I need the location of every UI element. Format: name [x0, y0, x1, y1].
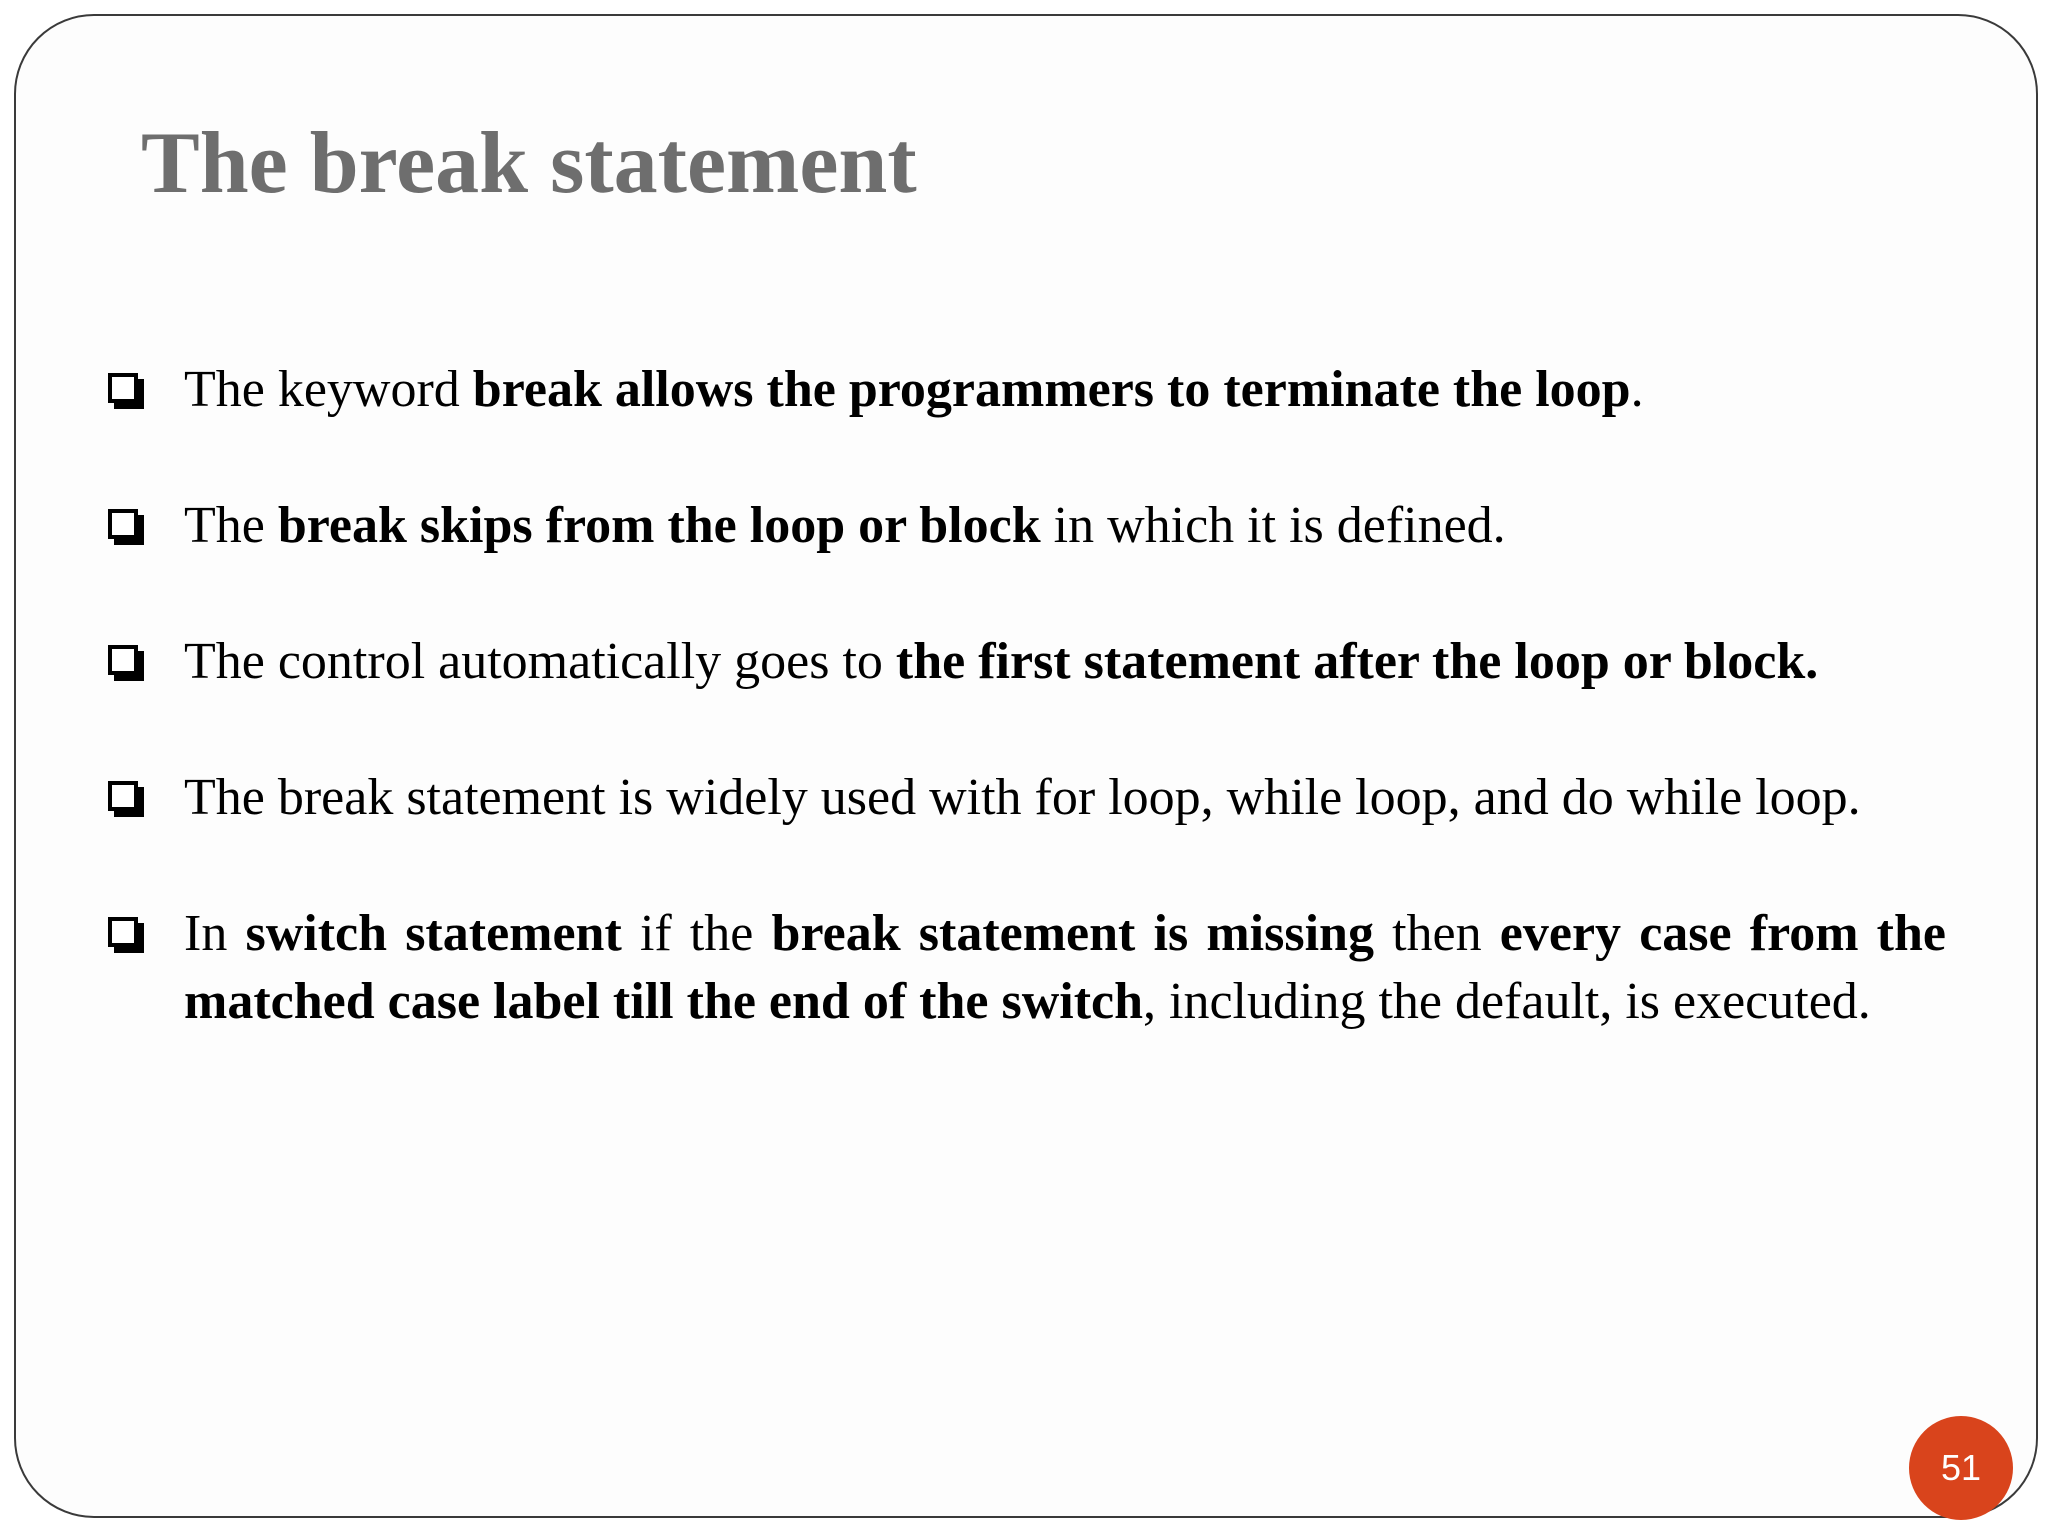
bullet-item [106, 628, 1946, 696]
checkbox-square-icon [108, 373, 138, 403]
text-segment: . [1630, 361, 1644, 418]
bold-text-segment: break skips from the loop or block [277, 497, 1041, 554]
bold-text-segment: break statement is missing [771, 905, 1374, 962]
text-segment: The keyword [184, 361, 473, 418]
text-segment: The [184, 497, 278, 554]
bullet-item [106, 764, 1946, 832]
bold-text-segment: switch statement [245, 905, 622, 962]
checkbox-square-icon [108, 509, 138, 539]
bold-text-segment: every case from the matched case label till the end of the switch [184, 905, 1946, 1030]
slide-title: The break statement [141, 115, 917, 212]
bullet-text [184, 905, 1946, 1030]
bullet-list [106, 356, 1946, 1036]
slide-frame [14, 14, 2038, 1518]
text-segment: In [184, 905, 246, 962]
bold-text-segment: break allows the programmers to terminate the loop [472, 361, 1631, 418]
text-segment: , including the default, is executed. [1143, 973, 1871, 1030]
checkbox-square-icon [108, 645, 138, 675]
bullet-text [184, 633, 1818, 690]
text-segment: The break statement is widely used with for loop, while loop, and do while loop. [184, 769, 1861, 826]
text-segment: in which it is defined. [1040, 497, 1506, 554]
bullet-text [184, 361, 1644, 418]
checkbox-square-icon [108, 781, 138, 811]
bullet-item [106, 900, 1946, 1036]
bullet-text [184, 497, 1506, 554]
bullet-text [184, 769, 1861, 826]
bullet-item [106, 356, 1946, 424]
checkbox-square-icon [108, 917, 138, 947]
bold-text-segment: the first statement after the loop or block. [895, 633, 1819, 690]
text-segment: The control automatically goes to [184, 633, 896, 690]
page-number-badge: 51 [1909, 1416, 2013, 1520]
text-segment: then [1373, 905, 1500, 962]
bullet-item [106, 492, 1946, 560]
text-segment: if the [621, 905, 772, 962]
